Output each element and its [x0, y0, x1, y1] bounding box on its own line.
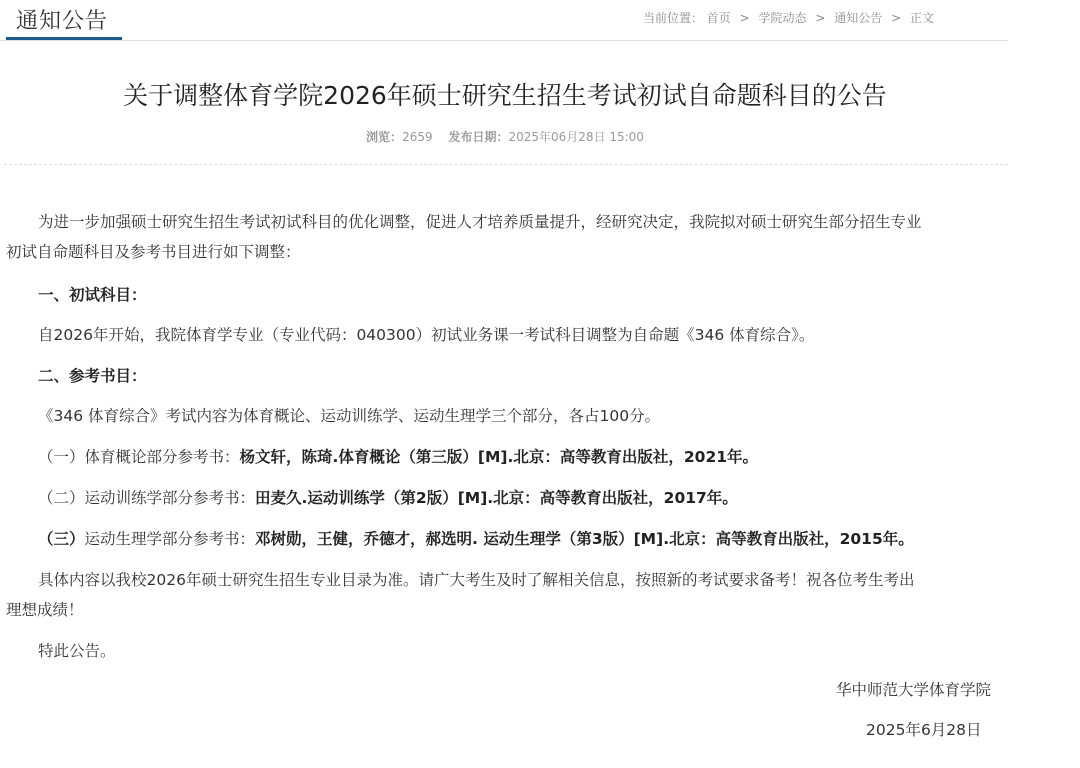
breadcrumb-news-link[interactable]: 学院动态	[758, 11, 807, 25]
breadcrumb	[643, 9, 934, 26]
reference-label: （二）运动训练学部分参考书：	[38, 489, 256, 507]
reference-item	[38, 486, 738, 508]
closing-text: 特此公告。	[38, 642, 116, 660]
breadcrumb-notice-link[interactable]: 通知公告	[834, 11, 883, 25]
article-title: 关于调整体育学院2026年硕士研究生招生考试初试自命题科目的公告	[123, 81, 887, 110]
header-bar	[0, 0, 1008, 41]
breadcrumb-separator: >	[891, 11, 902, 25]
signature-date: 2025年6月28日	[866, 721, 982, 739]
breadcrumb-separator: >	[815, 11, 826, 25]
publish-date: 2025年06月28日 15:00	[508, 130, 644, 144]
section-title: 通知公告	[16, 9, 109, 34]
reference-text: 田麦久.运动训练学（第2版）[M].北京：高等教育出版社，2017年。	[255, 489, 738, 507]
intro-line-2: 初试自命题科目及参考书目进行如下调整：	[6, 243, 301, 261]
breadcrumb-prefix: 当前位置：	[642, 11, 703, 25]
breadcrumb-current: 正文	[909, 11, 934, 25]
breadcrumb-separator: >	[739, 11, 750, 25]
section-heading-references: 二、参考书目：	[38, 367, 147, 385]
breadcrumb-home-link[interactable]: 首页	[706, 11, 731, 25]
reference-label: （一）体育概论部分参考书：	[38, 448, 240, 466]
intro-line-1: 为进一步加强硕士研究生招生考试初试科目的优化调整，促进人才培养质量提升，经研究决定，我院拟对硕士研究生部分招生专业	[38, 213, 922, 231]
section-heading-subjects: 一、初试科目：	[38, 286, 147, 304]
reference-text: 杨文轩，陈琦.体育概论（第三版）[M].北京：高等教育出版社，2021年。	[239, 448, 759, 466]
signature: 华中师范大学体育学院	[836, 681, 992, 699]
reference-item	[38, 527, 914, 549]
subjects-paragraph: 自2026年开始，我院体育学专业（专业代码：040300）初试业务课一考试科目调整为自命题《346 体育综合》。	[38, 326, 815, 344]
references-paragraph: 《346 体育综合》考试内容为体育概论、运动训练学、运动生理学三个部分，各占100分。	[38, 407, 661, 425]
reference-label: 运动生理学部分参考书：	[84, 530, 256, 548]
reference-item	[38, 445, 758, 467]
article-meta	[0, 128, 1010, 145]
views-label: 浏览：	[366, 130, 403, 144]
views-count: 2659	[402, 130, 433, 144]
notice-line-1: 具体内容以我校2026年硕士研究生招生专业目录为准。请广大考生及时了解相关信息，按照新的考试要求备考！祝各位考生考出	[38, 571, 915, 589]
reference-number: （三）	[38, 530, 85, 548]
date-label: 发布日期：	[448, 130, 509, 144]
section-tab[interactable]	[6, 0, 122, 40]
divider	[4, 164, 1008, 165]
notice-line-2: 理想成绩！	[6, 601, 84, 619]
reference-text: 邓树勋，王健，乔德才，郝选明. 运动生理学（第3版）[M].北京：高等教育出版社，2015年。	[255, 530, 914, 548]
